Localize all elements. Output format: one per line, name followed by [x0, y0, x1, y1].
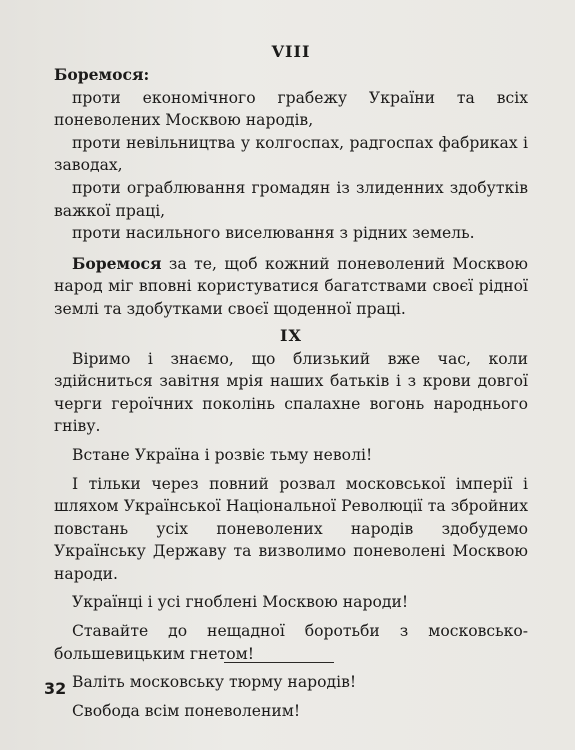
- section-9-paragraph: Встане Україна і розвіє тьму неволі!: [72, 445, 373, 464]
- section-9-paragraph: І тільки через повний розвал московської імперії і шляхом Української Національної Революції та збройних повстань усіх поневолених народів здобудемо Українську Державу та визволимо поневолені Москвою народи.: [54, 474, 528, 583]
- page-number: 32: [44, 679, 67, 698]
- page-content: [54, 40, 528, 722]
- section-9-paragraph: Українці і усі гноблені Москвою народи!: [72, 593, 409, 612]
- section-9-paragraph: Віримо і знаємо, що близький вже час, коли здійсниться завітня мрія наших батьків і з крови довгої черги героїчних поколінь спалахне вогонь народнього гніву.: [54, 349, 528, 436]
- section-8-lead: Боремося:: [54, 65, 150, 84]
- section-8-item: проти ограблювання громадян із злиденних здобутків важкої праці,: [54, 178, 528, 220]
- section-9-paragraph: Свобода всім поневоленим!: [72, 701, 301, 720]
- section-8-item: проти невільництва у колгоспах, радгоспах фабриках і заводах,: [54, 133, 528, 175]
- section-8-paragraph-text: за те, щоб кожний поневолений Москвою народ міг вповні користуватися багатствами своєї рідної землі та здобутками своєї щоденної праці.: [54, 254, 528, 318]
- section-8-item: проти насильного виселювання з рідних земель.: [72, 224, 475, 243]
- section-9-paragraph: Валіть московську тюрму народів!: [72, 673, 357, 692]
- section-8-title: VIII: [271, 42, 311, 61]
- section-9-paragraph: Ставайте до нещадної боротьби з московсько-большевицьким гнетом!: [54, 622, 528, 663]
- section-9-title: IX: [280, 325, 302, 345]
- section-8-paragraph-bold: Боремося: [72, 253, 162, 273]
- section-8-item: проти економічного грабежу України та всіх поневолених Москвою народів,: [54, 88, 528, 130]
- section-8-paragraph: [54, 253, 528, 321]
- section-8-list: [54, 87, 528, 245]
- closing-rule: [224, 662, 334, 663]
